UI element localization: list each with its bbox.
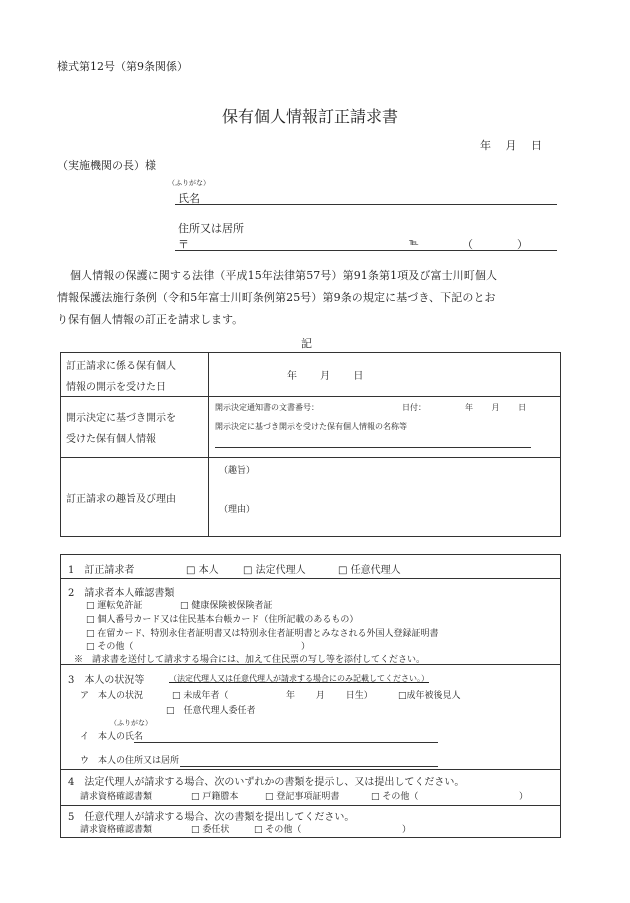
subject-name-field[interactable]	[134, 742, 438, 743]
section5-other-close: ）	[402, 825, 412, 835]
registry-cert-checkbox[interactable]: □ 登記事項証明書	[265, 792, 340, 802]
opened-date-label-line1: 訂正請求に係る保有個人	[66, 360, 176, 372]
subject-furigana: （ふりがな）	[110, 719, 152, 727]
furigana-label: （ふりがな）	[168, 179, 210, 187]
other-doc-checkbox[interactable]: □ その他（	[86, 642, 134, 652]
other-doc-close: ）	[301, 642, 311, 652]
body-line-2: 情報保護法施行条例（令和5年富士川町条例第25号）第9条の規定に基づき、下記のとお	[57, 291, 496, 304]
disclosed-name-label: 開示決定に基づき開示を受けた保有個人情報の名称等	[215, 422, 407, 431]
power-of-attorney-checkbox[interactable]: □ 委任状	[191, 825, 230, 835]
body-line-3: り保有個人情報の訂正を請求します。	[57, 313, 244, 326]
postal-mark: 〒	[178, 238, 189, 251]
section4-docs-label: 請求資格確認書類	[80, 792, 153, 802]
adult-ward-checkbox[interactable]: □成年被後見人	[398, 691, 461, 701]
divider	[60, 769, 561, 770]
opened-date-text: 年 月 日	[287, 371, 364, 382]
disclosed-info-value[interactable]	[209, 397, 561, 458]
section4-other-close: ）	[519, 792, 529, 802]
requester-voluntary-proxy-checkbox[interactable]: □ 任意代理人	[338, 565, 401, 576]
family-register-checkbox[interactable]: □ 戸籍謄本	[191, 792, 239, 802]
disclosed-info-label	[61, 397, 209, 458]
recipient: （実施機関の長）様	[57, 159, 156, 172]
purpose-reason-label: 訂正請求の趣旨及び理由	[61, 458, 209, 537]
divider	[60, 805, 561, 806]
subject-address-label: ウ 本人の住所又は居所	[80, 756, 180, 766]
date-field[interactable]: 年 月 日	[480, 139, 542, 152]
name-label: 氏名	[178, 192, 200, 205]
opened-date-label-line2: 情報の開示を受けた日	[66, 381, 166, 393]
insurance-card-checkbox[interactable]: □ 健康保険被保険者証	[180, 601, 273, 611]
purpose-label: （趣旨）	[219, 466, 256, 476]
residence-card-checkbox[interactable]: □ 在留カード、特別永住者証明書又は特別永住者証明書とみなされる外国人登録証明書	[86, 629, 439, 639]
section2-title: 2 請求者本人確認書類	[68, 588, 175, 599]
opened-date-value[interactable]	[209, 353, 561, 397]
form-number: 様式第12号（第9条関係）	[57, 60, 188, 73]
section5-other-checkbox[interactable]: □ その他（	[254, 825, 302, 835]
section3-title: 3 本人の状況等	[68, 675, 145, 686]
section4-other-checkbox[interactable]: □ その他（	[371, 792, 419, 802]
disclosed-name-field[interactable]	[215, 447, 531, 448]
divider	[60, 578, 561, 579]
tel-label: ℡	[409, 238, 419, 248]
section3-note: （法定代理人又は任意代理人が請求する場合にのみ記載してください。）	[169, 674, 429, 683]
section5-title: 5 任意代理人が請求する場合、次の書類を提出してください。	[68, 812, 355, 823]
mail-note: ※ 請求書を送付して請求する場合には、加えて住民票の写し等を添付してください。	[74, 655, 426, 665]
address-field[interactable]	[175, 250, 557, 251]
doc-date-label: 日付：	[402, 403, 426, 412]
proxy-principal-checkbox[interactable]: □ 任意代理人委任者	[166, 706, 256, 716]
mynumber-card-checkbox[interactable]: □ 個人番号カード又は住民基本台帳カード（住所記載のあるもの）	[86, 615, 359, 625]
ki-heading: 記	[301, 337, 312, 350]
subject-status-label: ア 本人の状況	[80, 691, 144, 701]
section4-title: 4 法定代理人が請求する場合、次のいずれかの書類を提示し、又は提出してください。	[68, 777, 465, 788]
correction-table	[60, 352, 561, 537]
doc-date-value: 年 月 日	[465, 403, 527, 412]
purpose-reason-value[interactable]	[209, 458, 561, 537]
requester-self-checkbox[interactable]: □ 本人	[186, 565, 219, 576]
minor-checkbox[interactable]: □ 未成年者（	[172, 691, 229, 701]
section5-docs-label: 請求資格確認書類	[80, 825, 153, 835]
subject-name-label: イ 本人の氏名	[80, 732, 144, 742]
disclosed-info-label-line1: 開示決定に基づき開示を	[66, 413, 176, 424]
requester-legal-proxy-checkbox[interactable]: □ 法定代理人	[243, 565, 306, 576]
birth-date[interactable]: 年 月 日生）	[286, 691, 373, 701]
opened-date-label	[61, 353, 209, 397]
subject-address-field[interactable]	[180, 766, 438, 767]
reason-label: （理由）	[219, 505, 256, 515]
body-line-1: 個人情報の保護に関する法律（平成15年法律第57号）第91条第1項及び富士川町個人	[70, 269, 498, 282]
disclosed-info-label-line2: 受けた保有個人情報	[66, 434, 156, 445]
doc-number-label: 開示決定通知書の文書番号：	[215, 403, 319, 412]
page-title: 保有個人情報訂正請求書	[222, 107, 399, 126]
address-label: 住所又は居所	[178, 222, 244, 235]
section1-title: 1 訂正請求者	[68, 565, 135, 576]
license-checkbox[interactable]: □ 運転免許証	[86, 601, 143, 611]
name-field[interactable]	[175, 204, 557, 205]
tel-paren: （ ）	[462, 238, 528, 251]
